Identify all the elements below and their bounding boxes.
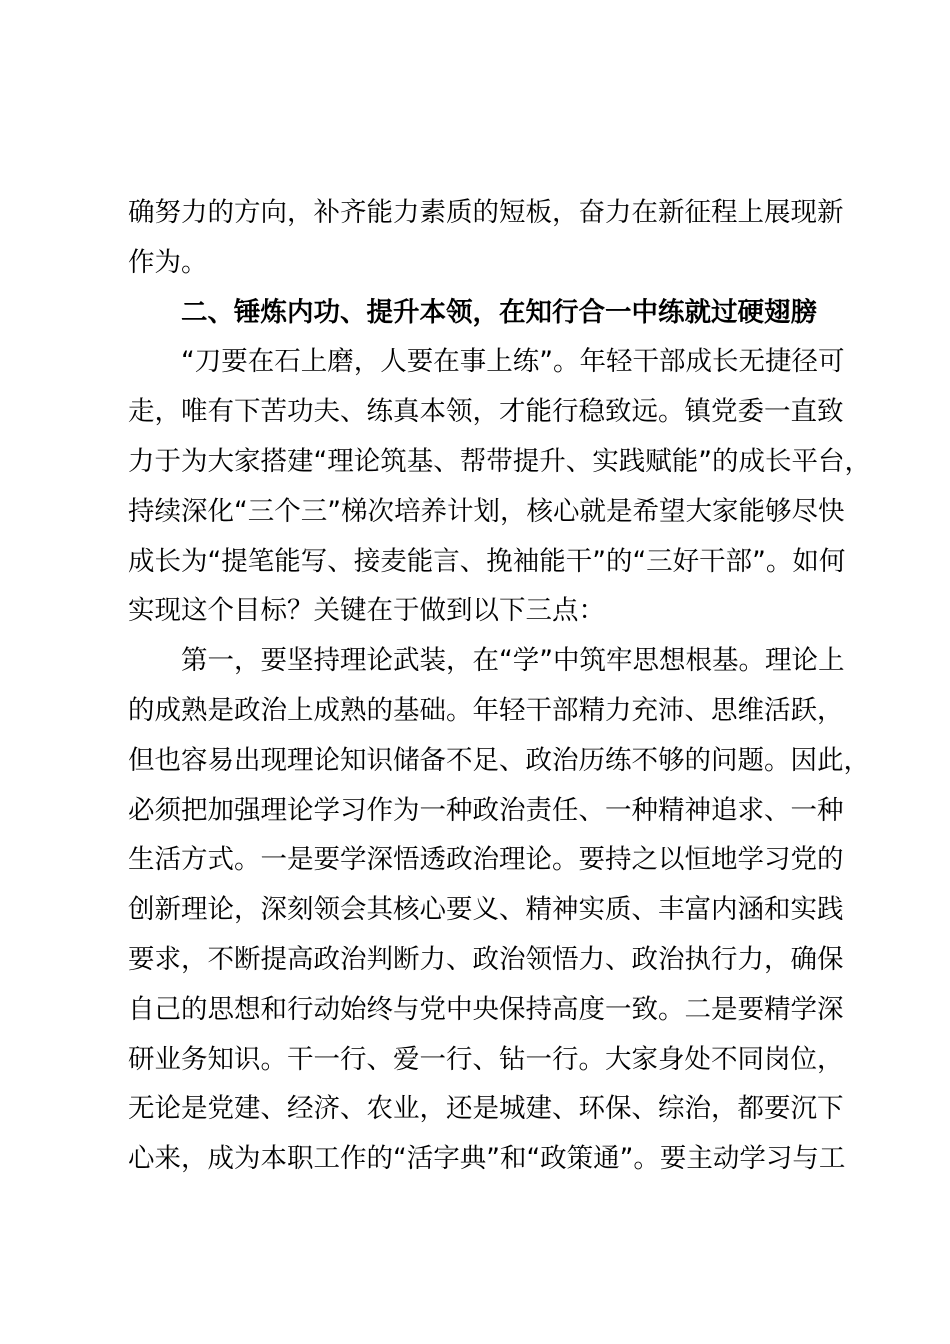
- text-line: 心来，成为本职工作的“活字典”和“政策通”。要主动学习与工: [128, 1143, 846, 1175]
- text-line: 但也容易出现理论知识储备不足、政治历练不够的问题。因此，: [128, 744, 870, 776]
- text-line: 自己的思想和行动始终与党中央保持高度一致。二是要精学深: [128, 993, 844, 1025]
- text-line: 成长为“提笔能写、接麦能言、挽袖能干”的“三好干部”。如何: [128, 545, 846, 577]
- text-line: 作为。: [128, 246, 208, 278]
- document-page: [128, 188, 871, 1184]
- text-line: “刀要在石上磨，人要在事上练”。年轻干部成长无捷径可: [181, 346, 845, 378]
- text-line: 生活方式。一是要学深悟透政治理论。要持之以恒地学习党的: [128, 844, 844, 876]
- text-line: 必须把加强理论学习作为一种政治责任、一种精神追求、一种: [128, 794, 844, 826]
- paragraph-first-point: [128, 636, 870, 1184]
- text-line: 第一，要坚持理论武装，在“学”中筑牢思想根基。理论上: [181, 645, 845, 677]
- text-line: 持续深化“三个三”梯次培养计划，核心就是希望大家能够尽快: [128, 495, 845, 527]
- text-line: 无论是党建、经济、农业，还是城建、环保、综治，都要沉下: [128, 1093, 844, 1125]
- text-line: 研业务知识。干一行、爱一行、钻一行。大家身处不同岗位，: [128, 1043, 844, 1075]
- text-line: 力于为大家搭建“理论筑基、帮带提升、实践赋能”的成长平台，: [128, 445, 871, 477]
- text-line: 走，唯有下苦功夫、练真本领，才能行稳致远。镇党委一直致: [128, 396, 844, 428]
- heading-line: 二、锤炼内功、提升本领，在知行合一中练就过硬翅膀: [181, 296, 817, 328]
- text-line: 实现这个目标？关键在于做到以下三点：: [128, 595, 605, 627]
- section-heading: [128, 288, 828, 338]
- paragraph-intro: [128, 337, 871, 636]
- text-line: 要求，不断提高政治判断力、政治领悟力、政治执行力，确保: [128, 943, 844, 975]
- paragraph-continuation: [128, 188, 844, 288]
- text-line: 确努力的方向，补齐能力素质的短板，奋力在新征程上展现新: [128, 197, 844, 228]
- text-line: 的成熟是政治上成熟的基础。年轻干部精力充沛、思维活跃，: [128, 694, 844, 726]
- text-line: 创新理论，深刻领会其核心要义、精神实质、丰富内涵和实践: [128, 894, 844, 926]
